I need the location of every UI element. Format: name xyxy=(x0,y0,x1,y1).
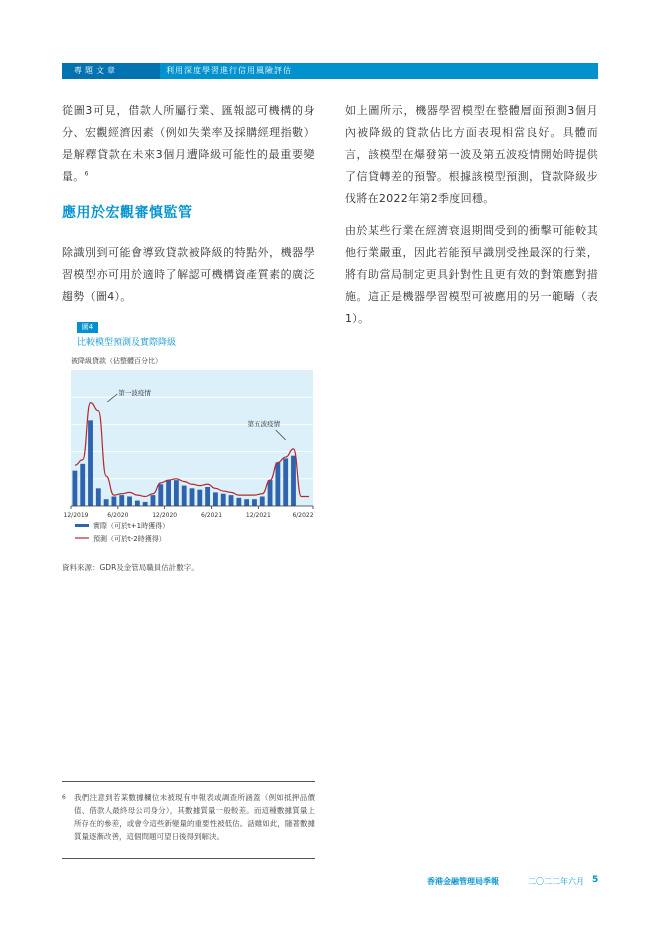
header-article-title: 利用深度學習進行信用風險評估 xyxy=(166,66,292,75)
chart-svg xyxy=(62,350,315,560)
footnote-bottom-rule xyxy=(62,858,315,859)
x-tick-label: 12/2020 xyxy=(152,512,178,519)
bar-actual xyxy=(96,488,101,506)
header-section-label: 專題文章 xyxy=(74,66,118,75)
bar-actual xyxy=(166,480,171,506)
x-tick-label: 12/2019 xyxy=(63,512,89,519)
bar-actual xyxy=(112,496,117,506)
footer-date: 二〇二二年六月 xyxy=(528,877,584,886)
bar-actual xyxy=(236,498,241,506)
chart-container xyxy=(62,350,315,560)
x-tick-label: 6/2022 xyxy=(292,512,314,519)
page-number: 5 xyxy=(592,875,599,885)
bar-actual xyxy=(158,484,163,506)
left-paragraph-2-block xyxy=(62,242,315,308)
right-paragraph-2-block xyxy=(345,220,598,330)
bar-actual xyxy=(291,456,296,506)
bar-actual xyxy=(80,464,85,506)
footer-publication: 香港金融管理局季報 xyxy=(427,877,499,886)
bar-actual xyxy=(151,495,156,506)
footnote xyxy=(62,791,315,843)
left-paragraph-1-block xyxy=(62,100,315,188)
bar-actual xyxy=(244,499,249,506)
bar-actual xyxy=(174,480,179,506)
bar-actual xyxy=(283,458,288,506)
bar-actual xyxy=(260,496,265,506)
x-ticks xyxy=(64,506,314,519)
footnote-text: 我們注意到若某數據欄位未被現有申報表或調查所涵蓋（例如抵押品價值、借款人最終母公司身分），其數據質量一般較差。而這種數據質量上所存在的參差，或會令這些新變量的重要性被低估。話雖如此，隨著數據質量逐漸改善，這個問題可望日後得到解決。 xyxy=(74,793,315,841)
legend xyxy=(75,521,169,543)
bar-actual xyxy=(119,495,124,506)
left-paragraph-1 xyxy=(62,100,315,188)
left-paragraph-1-text: 從圖3可見，借款人所屬行業、匯報認可機構的身分、宏觀經濟因素（例如失業率及採購經理指數）是解釋貸款在未來3個月遭降級可能性的最重要變量。 xyxy=(62,104,315,183)
right-paragraph-1: 如上圖所示，機器學習模型在整體層面預測3個月內被降級的貸款佔比方面表現相當良好。具體而言，該模型在爆發第一波及第五波疫情開始時提供了信貸轉差的預警。根據該模型預測，貸款降級步伐將在2022年第2季度回穩。 xyxy=(345,104,598,205)
bar-actual xyxy=(88,420,93,506)
footnote-top-rule xyxy=(62,781,315,782)
annotation-fifth-wave: 第五波疫情 xyxy=(247,420,281,428)
section-title: 應用於宏觀審慎監管 xyxy=(62,205,193,221)
x-tick-label: 6/2021 xyxy=(200,512,223,519)
bar-actual xyxy=(221,494,226,506)
figure-tag: 圖4 xyxy=(77,322,98,333)
x-tick-label: 12/2021 xyxy=(245,512,271,519)
header-section-box xyxy=(62,63,160,79)
chart-ylabel: 被降級貸款（佔整體百分比） xyxy=(71,357,162,365)
right-paragraph-2: 由於某些行業在經濟衰退期間受到的衝擊可能較其他行業嚴重，因此若能預早識別受挫最深的行業，將有助當局制定更具針對性且更有效的對策應對措施。這正是機器學習模型可被應用的另一範疇（表1）。 xyxy=(345,224,598,325)
bar-actual xyxy=(182,486,187,506)
bar-actual xyxy=(72,471,77,506)
figure-title: 比較模型預測及實際降級 xyxy=(77,338,177,348)
bar-actual xyxy=(229,495,234,506)
bar-actual xyxy=(127,496,132,506)
bar-actual xyxy=(104,499,109,506)
bar-actual xyxy=(135,501,140,506)
bar-actual xyxy=(213,492,218,506)
x-tick-label: 6/2020 xyxy=(107,512,129,519)
legend-forecast-label: 預測（可於t-2時獲得） xyxy=(93,535,166,543)
bar-actual xyxy=(205,487,210,506)
bar-actual xyxy=(275,462,280,506)
legend-bar-swatch xyxy=(75,524,89,527)
bar-actual xyxy=(268,480,273,506)
footnote-ref: 6 xyxy=(84,170,89,178)
bar-actual xyxy=(197,490,202,506)
header-bar xyxy=(62,63,598,79)
right-paragraph-1-block xyxy=(345,100,598,210)
left-paragraph-2: 除識別到可能會導致貸款被降級的特點外，機器學習模型亦可用於適時了解認可機構資產質素的廣泛趨勢（圖4）。 xyxy=(62,246,315,303)
legend-actual-label: 實際（可於t+1時獲得） xyxy=(93,522,170,530)
footnote-number: 6 xyxy=(62,794,66,801)
bar-actual xyxy=(190,488,195,506)
chart-source: 資料來源：GDR及金管局職員估計數字。 xyxy=(62,563,199,572)
annotation-first-wave: 第一波疫情 xyxy=(118,389,151,397)
bar-actual xyxy=(143,502,148,506)
bar-actual xyxy=(252,499,257,506)
